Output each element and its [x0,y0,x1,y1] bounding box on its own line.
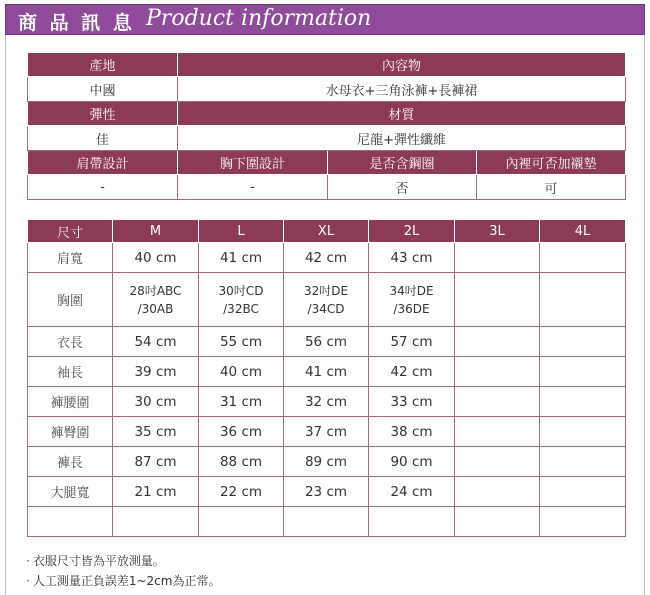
size-cell: 43 cm [369,243,455,273]
size-cell [369,507,455,537]
note-bullet: · [26,554,30,568]
size-cell: 30 cm [113,387,199,417]
product-info-table [27,52,626,200]
size-row-label: 褲長 [28,447,113,477]
size-row [28,357,626,387]
info-value-underwire: 否 [328,175,477,200]
note-line [26,571,220,591]
size-cell: 40 cm [199,357,284,387]
info-header-padding: 內裡可否加襯墊 [477,151,626,175]
size-cell [540,387,626,417]
size-row [28,327,626,357]
size-cell [113,507,199,537]
size-cell: 54 cm [113,327,199,357]
size-row [28,273,626,327]
size-chart-table [27,219,626,537]
size-header-col: XL [284,220,369,243]
size-cell: 38 cm [369,417,455,447]
size-cell: 24 cm [369,477,455,507]
size-cell: 36 cm [199,417,284,447]
info-header-row [28,151,626,175]
size-cell [199,507,284,537]
info-header-material: 材質 [178,102,626,126]
info-value-material: 尼龍+彈性纖維 [178,126,626,151]
size-cell [540,273,626,327]
info-header-strap: 肩帶設計 [28,151,178,175]
info-value-underbust: - [178,175,328,200]
note-bullet: · [26,574,30,588]
size-cell [455,477,540,507]
size-notes [26,551,220,591]
size-cell [284,507,369,537]
size-cell: 30吋CD /32BC [199,273,284,327]
size-cell: 40 cm [113,243,199,273]
size-cell: 56 cm [284,327,369,357]
section-header [5,4,645,35]
size-cell [455,417,540,447]
size-header-row [28,220,626,243]
size-cell [455,507,540,537]
size-row-label: 大腿寬 [28,477,113,507]
info-value-elasticity: 佳 [28,126,178,151]
size-row-label: 衣長 [28,327,113,357]
info-header-row [28,53,626,77]
size-cell: 35 cm [113,417,199,447]
size-row [28,417,626,447]
size-cell [455,387,540,417]
note-text: 衣服尺寸皆為平放測量。 [32,554,165,568]
size-cell: 32吋DE /34CD [284,273,369,327]
info-header-underwire: 是否含鋼圈 [328,151,477,175]
size-cell [455,273,540,327]
size-cell [455,327,540,357]
size-cell [455,447,540,477]
size-cell: 33 cm [369,387,455,417]
header-title-zh: 商 品 訊 息 [18,12,135,34]
size-cell: 34吋DE /36DE [369,273,455,327]
info-value-row [28,126,626,151]
size-cell [540,447,626,477]
size-cell: 41 cm [284,357,369,387]
info-header-contents: 內容物 [178,53,626,77]
size-cell: 55 cm [199,327,284,357]
info-header-elasticity: 彈性 [28,102,178,126]
size-cell: 32 cm [284,387,369,417]
size-row [28,447,626,477]
size-row-label: 肩寬 [28,243,113,273]
info-value-strap: - [28,175,178,200]
size-cell: 39 cm [113,357,199,387]
size-cell: 89 cm [284,447,369,477]
info-value-origin: 中國 [28,77,178,102]
size-header-col: 3L [455,220,540,243]
size-cell [540,243,626,273]
size-cell: 57 cm [369,327,455,357]
size-cell: 23 cm [284,477,369,507]
size-cell: 37 cm [284,417,369,447]
info-header-row [28,102,626,126]
size-row [28,507,626,537]
size-cell [540,357,626,387]
size-header-col: L [199,220,284,243]
size-row [28,477,626,507]
size-cell [540,417,626,447]
size-row [28,387,626,417]
size-row-label: 袖長 [28,357,113,387]
size-cell [540,507,626,537]
note-line [26,551,220,571]
size-row-label: 褲臀圍 [28,417,113,447]
size-cell: 31 cm [199,387,284,417]
info-value-contents: 水母衣+三角泳褲+長褲裙 [178,77,626,102]
info-value-row [28,77,626,102]
info-header-origin: 產地 [28,53,178,77]
size-row-label: 褲腰圍 [28,387,113,417]
info-value-padding: 可 [477,175,626,200]
size-cell: 42 cm [369,357,455,387]
size-cell: 88 cm [199,447,284,477]
size-header-label: 尺寸 [28,220,113,243]
info-header-underbust: 胸下圍設計 [178,151,328,175]
size-cell: 41 cm [199,243,284,273]
size-row-label [28,507,113,537]
size-row [28,243,626,273]
size-cell: 42 cm [284,243,369,273]
info-value-row [28,175,626,200]
size-header-col: 2L [369,220,455,243]
size-cell: 22 cm [199,477,284,507]
size-cell: 87 cm [113,447,199,477]
size-row-label: 胸圍 [28,273,113,327]
size-cell: 21 cm [113,477,199,507]
size-header-col: 4L [540,220,626,243]
note-text: 人工測量正負誤差1~2cm為正常。 [32,574,221,588]
size-header-col: M [113,220,199,243]
size-cell [455,243,540,273]
size-cell: 90 cm [369,447,455,477]
header-title-en: Product information [146,6,372,31]
size-cell: 28吋ABC /30AB [113,273,199,327]
size-cell [540,327,626,357]
size-cell [540,477,626,507]
size-cell [455,357,540,387]
